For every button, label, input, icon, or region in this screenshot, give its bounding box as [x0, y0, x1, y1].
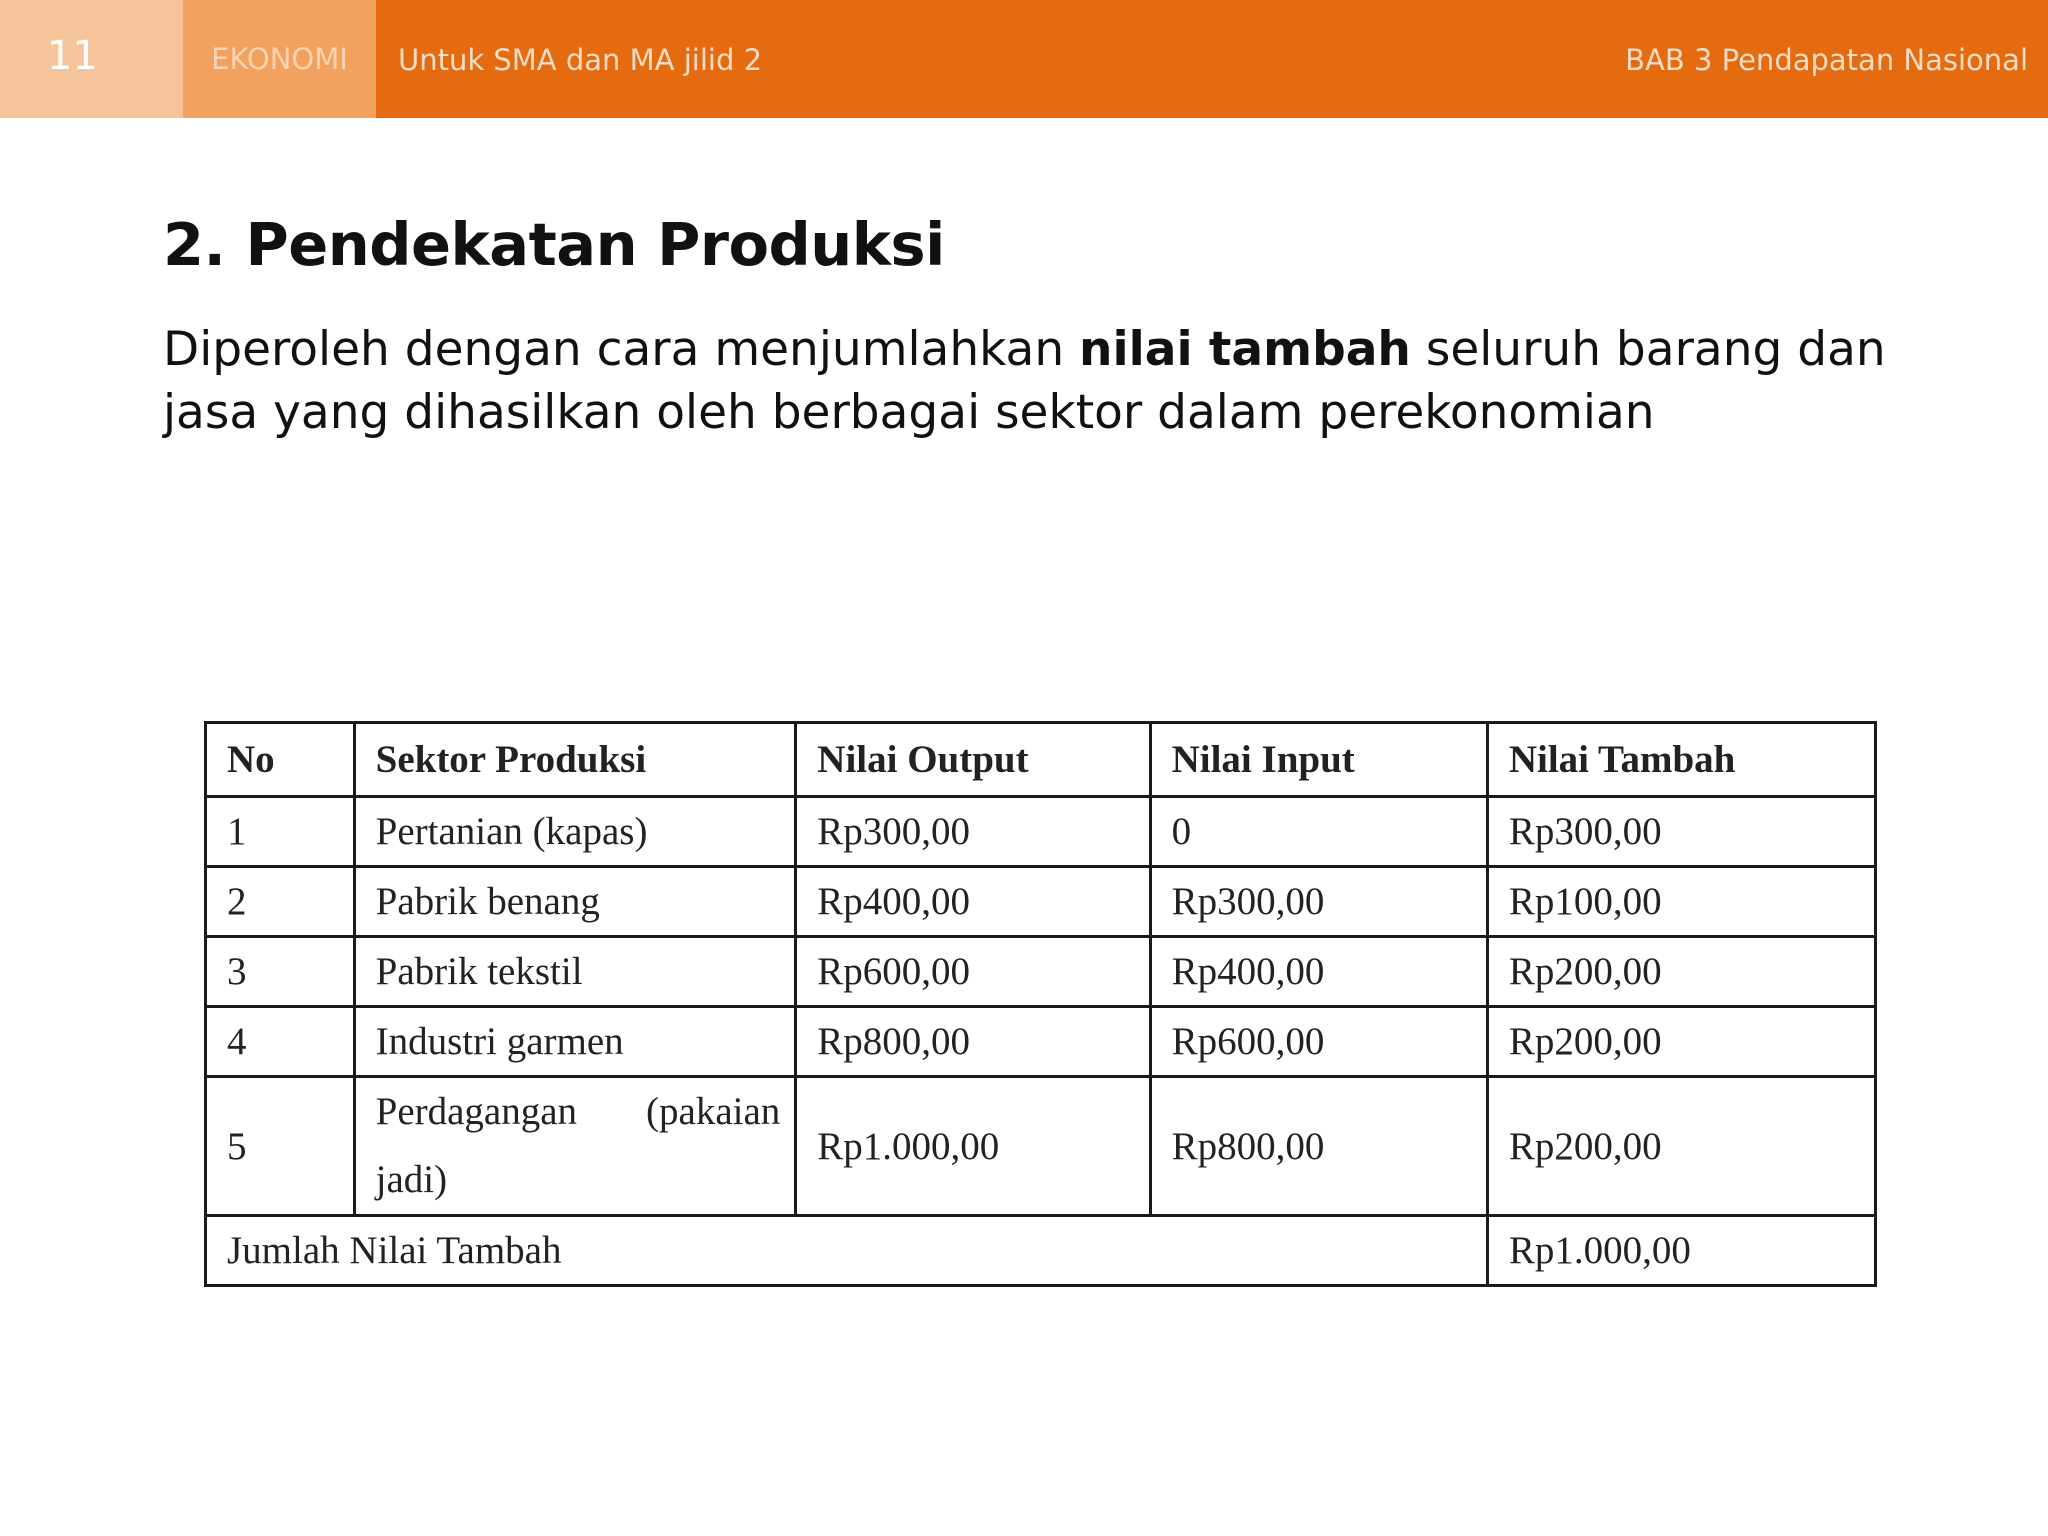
cell-output: Rp1.000,00 [796, 1077, 1150, 1216]
table-row [206, 1007, 1876, 1077]
table-header-row [206, 723, 1876, 797]
cell-tambah: Rp200,00 [1487, 1007, 1875, 1077]
table-total-row [206, 1216, 1876, 1286]
cell-no: 3 [206, 937, 355, 1007]
sektor-word-2: (pakaian [646, 1090, 781, 1133]
cell-tambah: Rp300,00 [1487, 797, 1875, 867]
cell-no: 1 [206, 797, 355, 867]
sektor-line-1 [376, 1078, 781, 1146]
header-output: Nilai Output [796, 723, 1150, 797]
table-row [206, 797, 1876, 867]
slide-header-bar [0, 0, 2048, 118]
cell-input: Rp800,00 [1150, 1077, 1487, 1216]
cell-sektor: Pertanian (kapas) [354, 797, 796, 867]
cell-no: 5 [206, 1077, 355, 1216]
cell-output: Rp600,00 [796, 937, 1150, 1007]
cell-no: 2 [206, 867, 355, 937]
cell-tambah: Rp200,00 [1487, 937, 1875, 1007]
cell-sektor: Pabrik benang [354, 867, 796, 937]
header-tambah: Nilai Tambah [1487, 723, 1875, 797]
cell-tambah: Rp100,00 [1487, 867, 1875, 937]
total-label: Jumlah Nilai Tambah [206, 1216, 1488, 1286]
header-input: Nilai Input [1150, 723, 1487, 797]
page-number-box [0, 0, 183, 118]
chapter-title: BAB 3 Pendapatan Nasional [1625, 43, 2028, 77]
cell-sektor: Industri garmen [354, 1007, 796, 1077]
cell-input: Rp300,00 [1150, 867, 1487, 937]
description-bold-term: nilai tambah [1079, 322, 1411, 377]
production-table [204, 721, 1877, 1287]
cell-input: Rp600,00 [1150, 1007, 1487, 1077]
sektor-line-2: jadi) [375, 1158, 448, 1201]
page-number: 11 [47, 33, 98, 79]
table-row [206, 867, 1876, 937]
table-row [206, 937, 1876, 1007]
table-row [206, 1077, 1876, 1216]
sektor-word-1: Perdagangan [375, 1090, 578, 1133]
book-title: Untuk SMA dan MA jilid 2 [398, 43, 763, 77]
cell-no: 4 [206, 1007, 355, 1077]
description-text-end: seluruh barang dan jasa yang dihasilkan oleh berbagai sektor dalam perekonomian [163, 322, 1886, 440]
cell-sektor: Pabrik tekstil [354, 937, 796, 1007]
cell-output: Rp400,00 [796, 867, 1150, 937]
cell-input: Rp400,00 [1150, 937, 1487, 1007]
cell-tambah: Rp200,00 [1487, 1077, 1875, 1216]
cell-input: 0 [1150, 797, 1487, 867]
description-text-start: Diperoleh dengan cara menjumlahkan [163, 322, 1080, 377]
cell-output: Rp300,00 [796, 797, 1150, 867]
header-sektor: Sektor Produksi [354, 723, 796, 797]
cell-output: Rp800,00 [796, 1007, 1150, 1077]
subject-label: EKONOMI [211, 42, 348, 76]
slide-description [163, 318, 1923, 444]
slide-title: 2. Pendekatan Produksi [163, 210, 945, 279]
header-no: No [206, 723, 355, 797]
cell-sektor [354, 1077, 796, 1216]
subject-box [183, 0, 376, 118]
total-value: Rp1.000,00 [1487, 1216, 1875, 1286]
